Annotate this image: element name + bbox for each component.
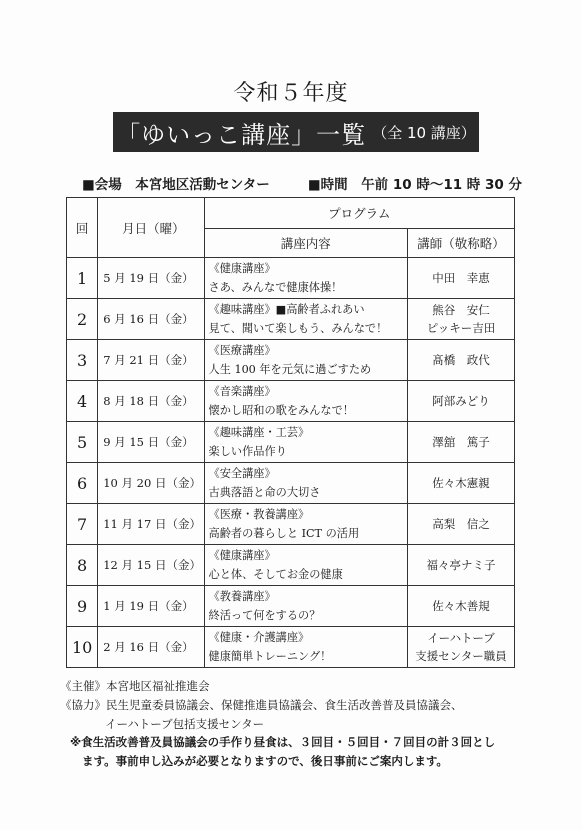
session-title: さあ、みんなで健康体操！ — [208, 281, 343, 294]
session-instructor — [408, 422, 515, 463]
info-line — [82, 173, 522, 193]
footer-notes — [60, 677, 550, 734]
session-category: 《健康・介護講座》 — [208, 631, 310, 644]
instructor-name: 熊谷 安仁 — [432, 303, 490, 317]
session-content — [204, 340, 407, 381]
table-row — [67, 504, 515, 545]
instructor-name: 支援センター職員 — [415, 649, 507, 663]
session-category: 《健康講座》 — [208, 262, 276, 275]
table-row — [67, 340, 515, 381]
session-category: 《趣味講座・工芸》 — [208, 426, 310, 439]
session-instructor — [408, 627, 515, 668]
session-content — [204, 586, 407, 627]
session-title: 心と体、そしてお金の健康 — [208, 568, 343, 581]
session-number: 8 — [67, 545, 98, 586]
year-title: 令和５年度 — [233, 81, 349, 106]
session-date: 5 月 19 日（金） — [98, 258, 204, 299]
session-instructor — [408, 545, 515, 586]
session-category: 《教養講座》 — [208, 590, 276, 603]
session-content — [204, 463, 407, 504]
session-category: 《安全講座》 — [208, 467, 276, 480]
lunch-notice — [70, 733, 530, 771]
session-content — [204, 381, 407, 422]
table-row — [67, 258, 515, 299]
time-text: ■時間 午前 10 時～11 時 30 分 — [307, 177, 522, 193]
instructor-name: 佐々木善規 — [432, 599, 490, 613]
session-number: 6 — [67, 463, 98, 504]
session-instructor — [408, 381, 515, 422]
session-instructor — [408, 258, 515, 299]
session-title: 楽しい作品作り — [208, 445, 287, 458]
instructor-name: 髙橋 政代 — [432, 353, 490, 367]
program-table — [66, 197, 515, 668]
instructor-name: 高梨 信之 — [432, 517, 490, 531]
session-number: 5 — [67, 422, 98, 463]
notice-line-2: ます。事前申し込みが必要となりますので、後日事前にご案内します。 — [82, 754, 448, 768]
table-row — [67, 627, 515, 668]
session-date: 12 月 15 日（金） — [98, 545, 204, 586]
title-banner — [113, 112, 479, 152]
session-content — [204, 545, 407, 586]
instructor-name: 福々亭ナミ子 — [426, 558, 496, 572]
banner-count: （全 10 講座） — [372, 123, 476, 142]
session-content — [204, 627, 407, 668]
banner-title: 「ゆいっこ講座」一覧 — [116, 120, 367, 149]
session-category: 《医療・教養講座》 — [208, 508, 310, 521]
table-row — [67, 463, 515, 504]
session-title: 見て、聞いて楽しもう、みんなで！ — [208, 322, 388, 335]
header-instructor: 講師（敬称略） — [408, 229, 515, 258]
session-category: 《医療講座》 — [208, 344, 276, 357]
session-number: 4 — [67, 381, 98, 422]
session-instructor — [408, 463, 515, 504]
table-row — [67, 586, 515, 627]
session-title: 古典落語と命の大切さ — [208, 486, 321, 499]
table-row — [67, 545, 515, 586]
session-number: 9 — [67, 586, 98, 627]
session-number: 2 — [67, 299, 98, 340]
header-content: 講座内容 — [204, 229, 407, 258]
header-date: 月日（曜） — [98, 198, 204, 258]
session-category: 《趣味講座》■高齢者ふれあい — [208, 303, 365, 316]
program-rows — [67, 258, 515, 668]
session-title: 高齢者の暮らしと ICT の活用 — [208, 527, 360, 540]
session-date: 2 月 16 日（金） — [98, 627, 204, 668]
venue-text: ■会場 本宮地区活動センター — [82, 177, 270, 193]
instructor-name: 澤舘 篤子 — [432, 435, 490, 449]
session-title: 終活って何をするの？ — [208, 609, 321, 622]
cooperation-line: 《協力》民生児童委員協議会、保健推進員協議会、食生活改善普及員協議会、 — [60, 698, 463, 712]
session-title: 懐かし昭和の歌をみんなで！ — [208, 404, 354, 417]
cooperation-line-2: イーハトーブ包括支援センター — [105, 717, 265, 731]
session-date: 9 月 15 日（金） — [98, 422, 204, 463]
session-title: 人生 100 年を元気に過ごすため — [208, 363, 372, 376]
session-date: 7 月 21 日（金） — [98, 340, 204, 381]
session-date: 10 月 20 日（金） — [98, 463, 204, 504]
session-category: 《音楽講座》 — [208, 385, 276, 398]
instructor-name: ピッキー吉田 — [426, 321, 496, 335]
notice-line-1: ※食生活改善普及員協議会の手作り昼食は、３回目・５回目・７回目の計３回とし — [70, 735, 496, 749]
session-number: 3 — [67, 340, 98, 381]
header-program: プログラム — [204, 198, 514, 229]
session-number: 10 — [67, 627, 98, 668]
session-date: 6 月 16 日（金） — [98, 299, 204, 340]
instructor-name: 佐々木憲親 — [432, 476, 490, 490]
table-row — [67, 299, 515, 340]
session-category: 《健康講座》 — [208, 549, 276, 562]
table-row — [67, 381, 515, 422]
session-instructor — [408, 504, 515, 545]
session-content — [204, 422, 407, 463]
session-content — [204, 299, 407, 340]
session-content — [204, 504, 407, 545]
table-row — [67, 422, 515, 463]
instructor-name: イーハトーブ — [427, 631, 495, 645]
session-date: 11 月 17 日（金） — [98, 504, 204, 545]
session-date: 1 月 19 日（金） — [98, 586, 204, 627]
session-instructor — [408, 586, 515, 627]
session-instructor — [408, 299, 515, 340]
session-number: 7 — [67, 504, 98, 545]
instructor-name: 阿部みどり — [432, 394, 490, 408]
session-title: 健康簡単トレーニング！ — [208, 650, 332, 663]
header-num: 回 — [67, 198, 98, 258]
session-number: 1 — [67, 258, 98, 299]
session-content — [204, 258, 407, 299]
session-instructor — [408, 340, 515, 381]
session-date: 8 月 18 日（金） — [98, 381, 204, 422]
instructor-name: 中田 幸恵 — [432, 271, 490, 285]
organizer-line: 《主催》本宮地区福祉推進会 — [60, 679, 210, 693]
